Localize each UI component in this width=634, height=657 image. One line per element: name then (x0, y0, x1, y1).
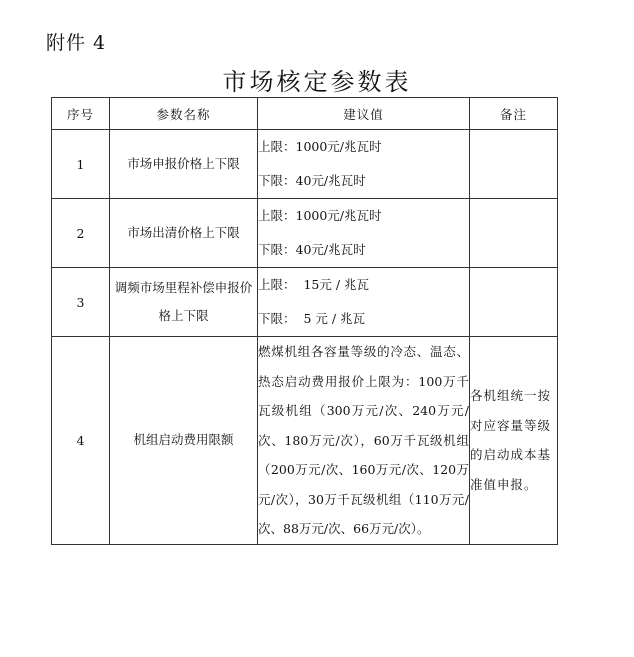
param-note (470, 199, 558, 268)
upper-limit: 上限： 15元 / 兆瓦 (258, 277, 370, 292)
header-value: 建议值 (258, 98, 470, 130)
table-row (52, 337, 558, 545)
parameter-table (51, 97, 558, 545)
upper-limit: 上限：1000元/兆瓦时 (258, 139, 382, 154)
lower-limit: 下限：40元/兆瓦时 (258, 242, 366, 257)
param-name: 调频市场里程补偿申报价格上下限 (110, 268, 258, 337)
row-index: 4 (52, 337, 110, 545)
page-title: 市场核定参数表 (222, 68, 412, 96)
param-name: 机组启动费用限额 (110, 337, 258, 545)
header-note: 备注 (470, 98, 558, 130)
param-value: 燃煤机组各容量等级的冷态、温态、热态启动费用报价上限为：100万千瓦级机组（300万元/次、240万元/次、180万元/次），60万千瓦级机组（200万元/次、160万元/次、120万元/次），30万千瓦级机组（110万元/次、88万元/次、66万元/次）。 (258, 337, 470, 545)
table-row (52, 130, 558, 199)
param-value (258, 268, 470, 337)
header-index: 序号 (52, 98, 110, 130)
row-index: 1 (52, 130, 110, 199)
row-index: 2 (52, 199, 110, 268)
param-note (470, 268, 558, 337)
header-name: 参数名称 (110, 98, 258, 130)
table-row (52, 268, 558, 337)
row-index: 3 (52, 268, 110, 337)
param-note: 各机组统一按对应容量等级的启动成本基准值申报。 (470, 337, 558, 545)
attachment-label: 附件 4 (46, 32, 107, 54)
param-name: 市场申报价格上下限 (110, 130, 258, 199)
param-value (258, 130, 470, 199)
param-name: 市场出清价格上下限 (110, 199, 258, 268)
param-value (258, 199, 470, 268)
lower-limit: 下限：40元/兆瓦时 (258, 173, 366, 188)
table-row (52, 199, 558, 268)
param-note (470, 130, 558, 199)
upper-limit: 上限：1000元/兆瓦时 (258, 208, 382, 223)
lower-limit: 下限： 5 元 / 兆瓦 (258, 311, 366, 326)
header-row (52, 98, 558, 130)
